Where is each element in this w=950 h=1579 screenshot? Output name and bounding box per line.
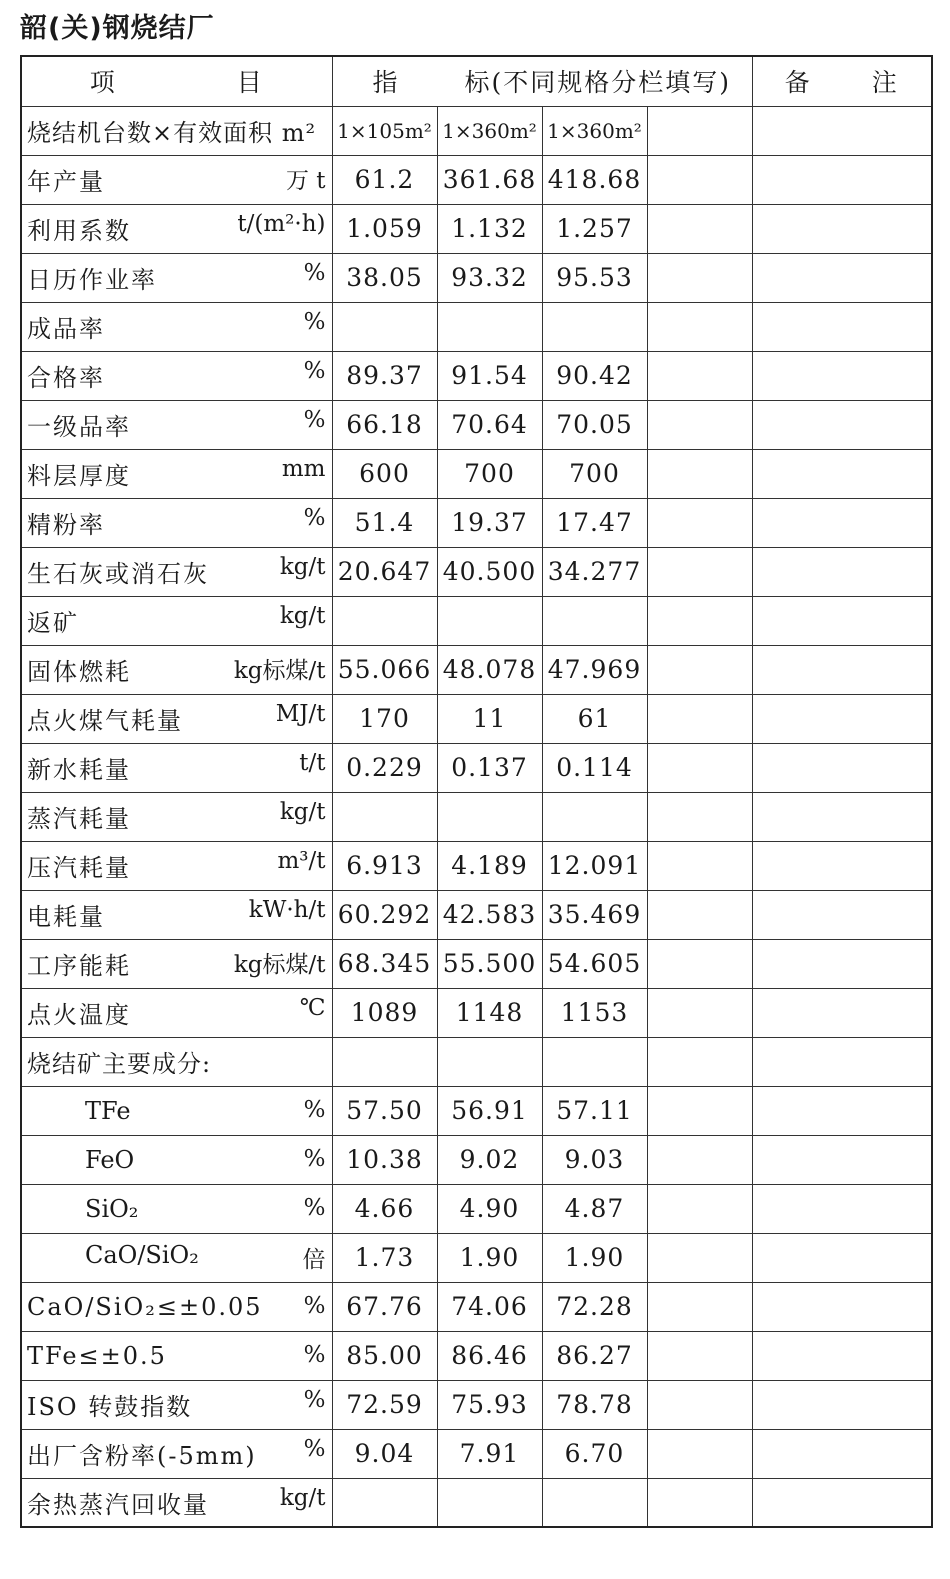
row-label (21, 743, 332, 792)
page-title: 韶(关)钢烧结厂 (20, 13, 215, 44)
table-row (21, 939, 932, 988)
row-label (21, 155, 332, 204)
value-cell: 17.47 (542, 498, 647, 547)
header-index-b: 标(不同规格分栏填写) (464, 68, 732, 98)
row-name: 料层厚度 (27, 462, 131, 490)
value-cell (647, 547, 752, 596)
row-name: 点火温度 (27, 1001, 131, 1029)
value-cell: 72.59 (332, 1380, 437, 1429)
row-unit: kW·h/t (248, 897, 326, 923)
value-cell (332, 1478, 437, 1527)
row-label (21, 1037, 332, 1086)
row-label (21, 1233, 332, 1282)
value-cell (647, 939, 752, 988)
table-row (21, 1135, 932, 1184)
table-row (21, 1086, 932, 1135)
table-row (21, 792, 932, 841)
remark-cell (752, 547, 932, 596)
value-cell (542, 1037, 647, 1086)
remark-cell (752, 253, 932, 302)
value-cell (542, 1478, 647, 1527)
remark-cell (752, 1135, 932, 1184)
remark-cell (752, 106, 932, 155)
value-cell: 9.04 (332, 1429, 437, 1478)
value-cell: 86.27 (542, 1331, 647, 1380)
row-unit: 万 t (285, 168, 326, 194)
remark-cell (752, 204, 932, 253)
row-name: 年产量 (27, 168, 105, 196)
row-unit: kg/t (279, 799, 326, 825)
row-unit: % (303, 407, 326, 433)
value-cell: 1.90 (542, 1233, 647, 1282)
value-cell: 1.73 (332, 1233, 437, 1282)
value-cell: 9.03 (542, 1135, 647, 1184)
table-row (21, 1282, 932, 1331)
value-cell: 55.066 (332, 645, 437, 694)
row-label (21, 204, 332, 253)
value-cell: 361.68 (437, 155, 542, 204)
value-cell: 170 (332, 694, 437, 743)
value-cell (332, 792, 437, 841)
remark-cell (752, 694, 932, 743)
table-row (21, 1331, 932, 1380)
value-cell (647, 351, 752, 400)
value-cell (647, 841, 752, 890)
row-label (21, 400, 332, 449)
value-cell (647, 792, 752, 841)
value-cell (647, 1478, 752, 1527)
row-label (21, 939, 332, 988)
remark-cell (752, 1184, 932, 1233)
value-cell (647, 645, 752, 694)
row-unit: kg标煤/t (233, 952, 326, 978)
row-label (21, 792, 332, 841)
remark-cell (752, 1086, 932, 1135)
row-unit: MJ/t (275, 701, 326, 727)
row-name: 固体燃耗 (27, 658, 131, 686)
value-cell (542, 302, 647, 351)
value-cell: 75.93 (437, 1380, 542, 1429)
value-cell: 1.059 (332, 204, 437, 253)
table-row (21, 204, 932, 253)
row-label (21, 1380, 332, 1429)
table-body (21, 106, 932, 1527)
row-label (21, 694, 332, 743)
value-cell (437, 1037, 542, 1086)
value-cell: 34.277 (542, 547, 647, 596)
row-name: ISO 转鼓指数 (27, 1393, 193, 1421)
value-cell: 54.605 (542, 939, 647, 988)
value-cell: 85.00 (332, 1331, 437, 1380)
table-row (21, 400, 932, 449)
remark-cell (752, 351, 932, 400)
remark-cell (752, 498, 932, 547)
value-cell: 86.46 (437, 1331, 542, 1380)
row-name: CaO/SiO₂ (85, 1241, 199, 1269)
table-row (21, 253, 932, 302)
value-cell: 20.647 (332, 547, 437, 596)
value-cell: 93.32 (437, 253, 542, 302)
remark-cell (752, 743, 932, 792)
row-name: FeO (85, 1145, 135, 1174)
value-cell: 56.91 (437, 1086, 542, 1135)
row-name: 精粉率 (27, 511, 105, 539)
value-cell (647, 1380, 752, 1429)
table-row (21, 547, 932, 596)
value-cell: 47.969 (542, 645, 647, 694)
value-cell: 60.292 (332, 890, 437, 939)
value-cell: 6.913 (332, 841, 437, 890)
row-unit: kg/t (279, 554, 326, 580)
remark-cell (752, 645, 932, 694)
value-cell (647, 400, 752, 449)
value-cell: 95.53 (542, 253, 647, 302)
row-name: 工序能耗 (27, 952, 131, 980)
value-cell: 9.02 (437, 1135, 542, 1184)
row-label (21, 302, 332, 351)
value-cell: 418.68 (542, 155, 647, 204)
value-cell: 0.229 (332, 743, 437, 792)
row-label (21, 890, 332, 939)
row-label (21, 498, 332, 547)
header-index-a: 指 (372, 68, 400, 98)
value-cell (647, 1037, 752, 1086)
value-cell: 6.70 (542, 1429, 647, 1478)
value-cell (647, 204, 752, 253)
value-cell (332, 1037, 437, 1086)
row-label (21, 988, 332, 1037)
row-name: 成品率 (27, 315, 105, 343)
header-item-a: 项 (89, 68, 117, 98)
value-cell: 7.91 (437, 1429, 542, 1478)
row-unit: % (303, 309, 326, 335)
remark-cell (752, 1380, 932, 1429)
row-unit: % (303, 1341, 326, 1368)
value-cell: 4.90 (437, 1184, 542, 1233)
value-cell (647, 890, 752, 939)
table-row (21, 1037, 932, 1086)
row-name: 电耗量 (27, 903, 105, 931)
value-cell (542, 596, 647, 645)
remark-cell (752, 1429, 932, 1478)
row-name: 蒸汽耗量 (27, 805, 131, 833)
row-unit: % (303, 1145, 326, 1172)
value-cell (647, 302, 752, 351)
table-row (21, 1429, 932, 1478)
row-name: 烧结矿主要成分: (27, 1050, 212, 1078)
value-cell: 38.05 (332, 253, 437, 302)
row-unit: 倍 (302, 1247, 326, 1273)
row-label (21, 1331, 332, 1380)
value-cell (437, 302, 542, 351)
value-cell: 55.500 (437, 939, 542, 988)
table-row (21, 449, 932, 498)
remark-cell (752, 1331, 932, 1380)
header-item (21, 56, 332, 106)
row-label (21, 841, 332, 890)
value-cell (647, 253, 752, 302)
value-cell: 19.37 (437, 498, 542, 547)
value-cell: 700 (437, 449, 542, 498)
table-row (21, 841, 932, 890)
table-row (21, 890, 932, 939)
header-remark-a: 备 (784, 68, 812, 98)
row-unit: kg/t (279, 603, 326, 629)
row-label (21, 596, 332, 645)
row-name: 利用系数 (27, 217, 131, 245)
value-cell: 70.05 (542, 400, 647, 449)
value-cell: 66.18 (332, 400, 437, 449)
value-cell: 42.583 (437, 890, 542, 939)
value-cell (332, 302, 437, 351)
row-label (21, 645, 332, 694)
value-cell: 57.50 (332, 1086, 437, 1135)
spec-label: 烧结机台数×有效面积 m² (21, 106, 332, 155)
value-cell: 0.114 (542, 743, 647, 792)
value-cell: 1.90 (437, 1233, 542, 1282)
row-label (21, 1135, 332, 1184)
table-header-row (21, 56, 932, 106)
row-unit: t/t (299, 750, 326, 776)
remark-cell (752, 449, 932, 498)
row-name: 一级品率 (27, 413, 131, 441)
row-unit: mm (281, 456, 326, 482)
value-cell: 74.06 (437, 1282, 542, 1331)
row-unit: % (303, 1194, 326, 1221)
row-name: 合格率 (27, 364, 105, 392)
row-unit: kg/t (279, 1484, 326, 1511)
row-label (21, 1282, 332, 1331)
row-unit: % (303, 1292, 326, 1319)
table-row (21, 498, 932, 547)
row-label (21, 1184, 332, 1233)
value-cell: 70.64 (437, 400, 542, 449)
row-name: 日历作业率 (27, 266, 157, 294)
row-unit: ℃ (299, 995, 326, 1021)
remark-cell (752, 400, 932, 449)
value-cell (647, 1233, 752, 1282)
value-cell (647, 596, 752, 645)
value-cell (647, 1429, 752, 1478)
value-cell: 1.257 (542, 204, 647, 253)
row-unit: kg标煤/t (233, 658, 326, 684)
row-name: 压汽耗量 (27, 854, 131, 882)
value-cell: 40.500 (437, 547, 542, 596)
remark-cell (752, 792, 932, 841)
value-cell (647, 155, 752, 204)
remark-cell (752, 841, 932, 890)
row-unit: m³/t (277, 848, 326, 874)
remark-cell (752, 1233, 932, 1282)
row-unit: % (303, 358, 326, 384)
value-cell (647, 743, 752, 792)
remark-cell (752, 155, 932, 204)
value-cell (647, 988, 752, 1037)
remark-cell (752, 596, 932, 645)
row-label (21, 1429, 332, 1478)
table-row (21, 988, 932, 1037)
value-cell: 0.137 (437, 743, 542, 792)
remark-cell (752, 1037, 932, 1086)
row-name: 点火煤气耗量 (27, 707, 183, 735)
value-cell: 89.37 (332, 351, 437, 400)
value-cell (647, 1086, 752, 1135)
value-cell: 61.2 (332, 155, 437, 204)
remark-cell (752, 302, 932, 351)
value-cell (437, 1478, 542, 1527)
value-cell: 61 (542, 694, 647, 743)
row-name: 余热蒸汽回收量 (27, 1490, 209, 1519)
remark-cell (752, 988, 932, 1037)
value-cell (647, 449, 752, 498)
value-cell (647, 1282, 752, 1331)
row-unit: % (303, 505, 326, 531)
value-cell: 90.42 (542, 351, 647, 400)
value-cell: 57.11 (542, 1086, 647, 1135)
remark-cell (752, 890, 932, 939)
value-cell: 1089 (332, 988, 437, 1037)
row-unit: % (303, 1096, 326, 1123)
value-cell: 12.091 (542, 841, 647, 890)
remark-cell (752, 1282, 932, 1331)
row-label (21, 547, 332, 596)
spec-value: 1×360m² (437, 106, 542, 155)
row-label (21, 351, 332, 400)
header-index (332, 56, 752, 106)
row-label (21, 1086, 332, 1135)
spec-value (647, 106, 752, 155)
row-name: 新水耗量 (27, 756, 131, 784)
value-cell: 35.469 (542, 890, 647, 939)
spec-value: 1×105m² (332, 106, 437, 155)
table-row (21, 596, 932, 645)
table-row (21, 1184, 932, 1233)
value-cell (542, 792, 647, 841)
row-unit: % (303, 1387, 326, 1413)
value-cell (647, 1184, 752, 1233)
value-cell (437, 596, 542, 645)
row-name: TFe (85, 1096, 131, 1125)
table-row (21, 1233, 932, 1282)
value-cell: 4.189 (437, 841, 542, 890)
value-cell: 67.76 (332, 1282, 437, 1331)
row-name: CaO/SiO₂≤±0.05 (27, 1292, 263, 1321)
row-unit: % (303, 260, 326, 286)
table-row (21, 302, 932, 351)
value-cell: 68.345 (332, 939, 437, 988)
table-row (21, 155, 932, 204)
row-unit: % (303, 1436, 326, 1462)
table-row (21, 351, 932, 400)
value-cell (647, 694, 752, 743)
value-cell: 1153 (542, 988, 647, 1037)
indicator-table (20, 55, 933, 1528)
value-cell: 78.78 (542, 1380, 647, 1429)
row-label (21, 449, 332, 498)
value-cell: 91.54 (437, 351, 542, 400)
value-cell (647, 498, 752, 547)
row-name: SiO₂ (85, 1194, 139, 1223)
row-name: 返矿 (27, 609, 79, 637)
table-row (21, 645, 932, 694)
value-cell: 48.078 (437, 645, 542, 694)
value-cell: 4.87 (542, 1184, 647, 1233)
remark-cell (752, 1478, 932, 1527)
value-cell: 11 (437, 694, 542, 743)
value-cell (437, 792, 542, 841)
value-cell: 4.66 (332, 1184, 437, 1233)
row-name: 生石灰或消石灰 (27, 560, 209, 588)
value-cell: 72.28 (542, 1282, 647, 1331)
value-cell: 51.4 (332, 498, 437, 547)
header-remark-b: 注 (871, 68, 899, 98)
row-name: 出厂含粉率(-5mm) (27, 1442, 257, 1470)
table-row (21, 1380, 932, 1429)
value-cell: 700 (542, 449, 647, 498)
header-remark (752, 56, 932, 106)
value-cell: 1148 (437, 988, 542, 1037)
table-row (21, 1478, 932, 1527)
table-row (21, 743, 932, 792)
remark-cell (752, 939, 932, 988)
row-unit: t/(m²·h) (237, 211, 326, 237)
value-cell: 10.38 (332, 1135, 437, 1184)
row-label (21, 1478, 332, 1527)
value-cell (332, 596, 437, 645)
table-row (21, 694, 932, 743)
spec-row (21, 106, 932, 155)
header-item-b: 目 (236, 68, 264, 98)
value-cell (647, 1331, 752, 1380)
spec-value: 1×360m² (542, 106, 647, 155)
row-label (21, 253, 332, 302)
value-cell: 1.132 (437, 204, 542, 253)
row-name: TFe≤±0.5 (27, 1341, 167, 1370)
value-cell: 600 (332, 449, 437, 498)
value-cell (647, 1135, 752, 1184)
